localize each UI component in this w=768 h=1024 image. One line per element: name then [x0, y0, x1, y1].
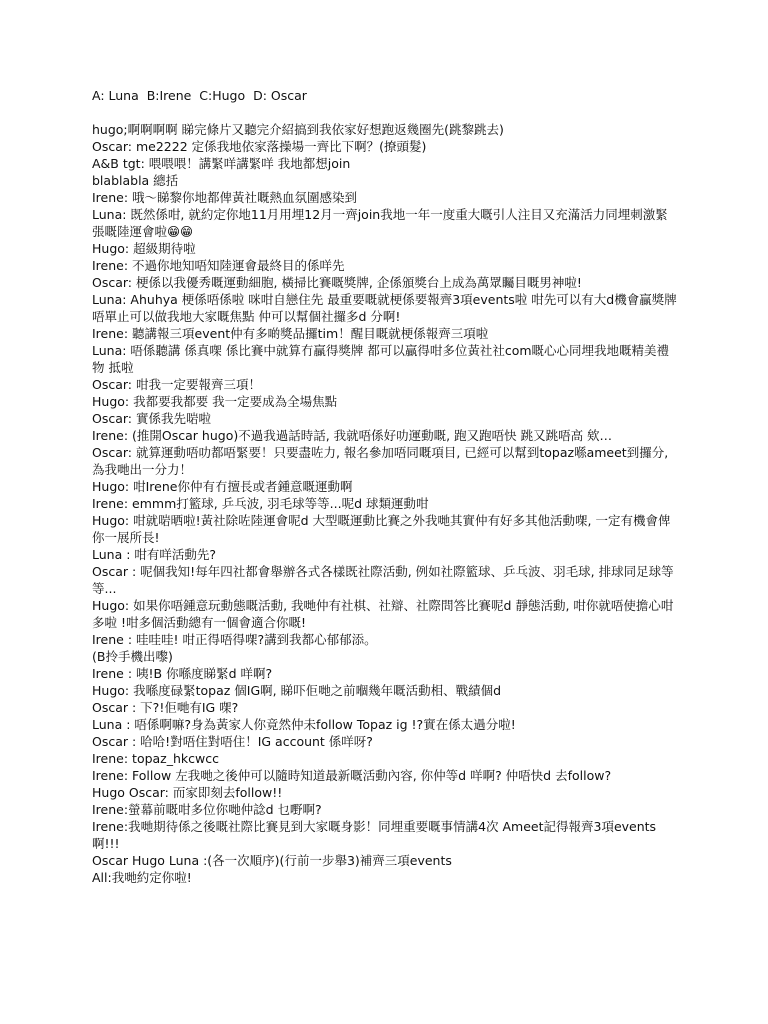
dialogue-line: Oscar : 哈哈!對唔住對唔住！IG account 係咩呀? [92, 734, 373, 749]
dialogue-line: Hugo: 咁Irene你仲有冇擅長或者鍾意嘅運動啊 [92, 479, 353, 494]
dialogue-line: Hugo Oscar: 而家即刻去follow!! [92, 785, 283, 800]
dialogue-line: Irene: 哦～睇黎你地都俾黃社嘅熱血氛圍感染到 [92, 190, 358, 205]
dialogue-line: Luna: 唔係聽講 係真㗎 係比賽中就算冇贏得獎牌 都可以贏得咁多位黃社社com嘅心心同埋我地嘅精美禮物 抵啦 [92, 343, 670, 375]
dialogue-line: Irene: emmm打籃球, 乒乓波, 羽毛球等等...呢d 球類運動咁 [92, 496, 429, 511]
dialogue-line: Hugo: 我都要我都要 我一定要成為全場焦點 [92, 394, 338, 409]
dialogue-line: Irene: (推開Oscar hugo)不過我過話時話, 我就唔係好叻運動嘅, 跑又跑唔快 跳又跳唔高 欸… [92, 428, 613, 443]
dialogue-line: Luna: Ahuhya 梗係唔係啦 咪咁自戀住先 最重要嘅就梗係要報齊3項events啦 咁先可以有大d機會贏獎牌 唔單止可以做我地大家嘅焦點 仲可以幫個社攞多d 分啊! [92, 292, 677, 324]
dialogue-line: All:我哋約定你啦! [92, 870, 192, 885]
dialogue-line: Oscar: me2222 定係我地依家落操場一齊比下啊？(撩頭髮) [92, 139, 427, 154]
dialogue-line: Irene : 咦!B 你喺度睇緊d 咩啊? [92, 666, 273, 681]
dialogue-line: A&B tgt: 喂喂喂！講緊咩講緊咩 我地都想join [92, 156, 351, 171]
dialogue-line: Hugo: 如果你唔鍾意玩動態嘅活動, 我哋仲有社棋、社辯、社際問答比賽呢d 靜態活動, 咁你就唔使擔心咁多啦 !咁多個活動總有一個會適合你嘅! [92, 598, 674, 630]
document-page [92, 87, 680, 886]
dialogue-line: Luna : 唔係啊嘛?身為黃家人你竟然仲未follow Topaz ig !?實在係太過分啦! [92, 717, 516, 732]
dialogue-line: Oscar: 咁我一定要報齊三項！ [92, 377, 261, 392]
dialogue-line: Irene: Follow 左我哋之後仲可以隨時知道最新嘅活動內容, 你仲等d 咩啊? 仲唔快d 去follow? [92, 768, 612, 783]
dialogue-line: Oscar : 下?!佢哋有IG 㗎? [92, 700, 239, 715]
dialogue-line: (B拎手機出嚟) [92, 649, 173, 664]
dialogue-line: blablabla 總括 [92, 173, 179, 188]
dialogue-list [92, 121, 680, 886]
dialogue-line: Irene : 哇哇哇! 咁正得唔得㗎?講到我都心郁郁添。 [92, 632, 377, 647]
dialogue-line: Oscar: 就算運動唔叻都唔緊要！只要盡咗力, 報名參加唔同嘅項目, 已經可以幫到topaz喺ameet到攞分, 為我哋出一分力！ [92, 445, 669, 477]
dialogue-line: Irene: topaz_hkcwcc [92, 751, 219, 766]
dialogue-line: Luna: 既然係咁, 就約定你地11月用埋12月一齊join我地一年一度重大嘅引人注目又充滿活力同埋刺激緊張嘅陸運會啦😁😁 [92, 207, 668, 239]
dialogue-line: Oscar: 梗係以我優秀嘅運動細胞, 橫掃比賽嘅獎牌, 企係頒獎台上成為萬眾矚目嘅男神啦! [92, 275, 582, 290]
dialogue-line: Oscar : 呢個我知!每年四社都會舉辦各式各樣既社際活動, 例如社際籃球、乒乓波、羽毛球, 排球同足球等等... [92, 564, 674, 596]
dialogue-line: Hugo: 超級期待啦 [92, 241, 196, 256]
dialogue-line: Irene:螢幕前嘅咁多位你哋仲諗d 乜嘢啊? [92, 802, 322, 817]
dialogue-line: Hugo: 咁就啱晒啦!黃社除咗陸運會呢d 大型嘅運動比賽之外我哋其實仲有好多其他活動㗎, 一定有機會俾你一展所長! [92, 513, 671, 545]
dialogue-line: hugo;啊啊啊啊 睇完條片又聽完介紹搞到我依家好想跑返幾圈先(跳黎跳去) [92, 122, 504, 137]
dialogue-line: Irene: 不過你地知唔知陸運會最終目的係咩先 [92, 258, 345, 273]
dialogue-line: Irene: 聽講報三項event仲有多啲獎品攞tim！醒目嘅就梗係報齊三項啦 [92, 326, 489, 341]
role-legend: A: Luna B:Irene C:Hugo D: Oscar [92, 88, 307, 103]
dialogue-line: Hugo: 我喺度碌緊topaz 個IG啊, 睇吓佢哋之前嗰幾年嘅活動相、戰績個d [92, 683, 502, 698]
dialogue-line: Oscar: 實係我先啱啦 [92, 411, 211, 426]
dialogue-line: Luna : 咁有咩活動先? [92, 547, 217, 562]
dialogue-line: Irene:我哋期待係之後嘅社際比賽見到大家嘅身影！同埋重要嘅事情講4次 Ameet記得報齊3項events啊!!! [92, 819, 657, 851]
dialogue-line: Oscar Hugo Luna :(各一次順序)(行前一步舉3)補齊三項events [92, 853, 452, 868]
